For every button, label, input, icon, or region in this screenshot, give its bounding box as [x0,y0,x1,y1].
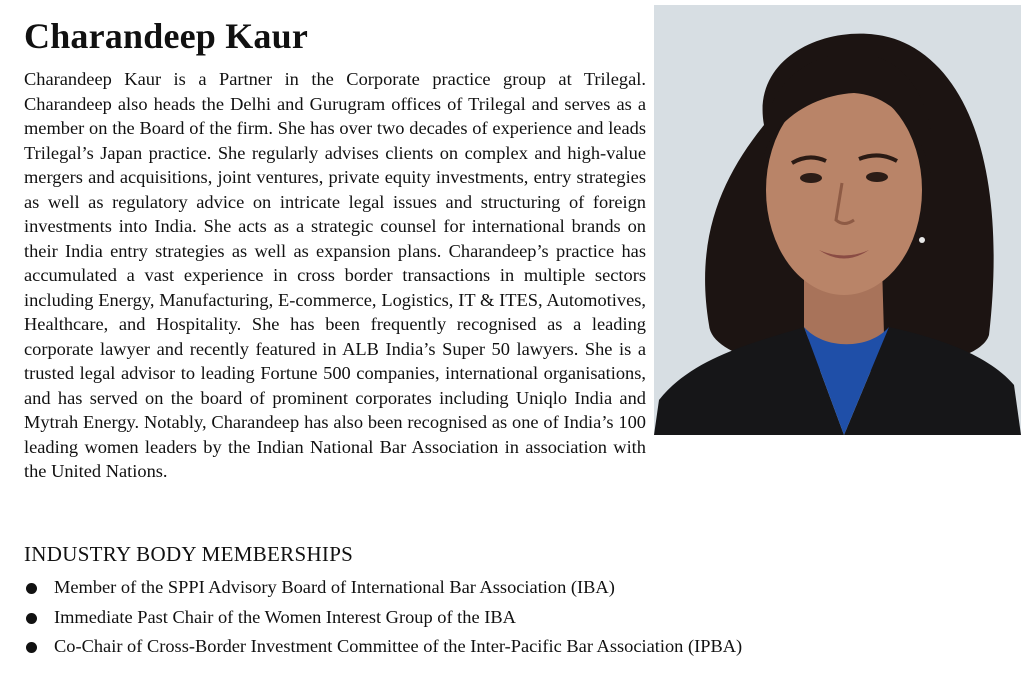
list-item [24,603,742,633]
list-item [24,573,742,603]
membership-text: Co-Chair of Cross-Border Investment Committee of the Inter-Pacific Bar Association (IPBA) [54,636,743,656]
membership-text: Immediate Past Chair of the Women Interest Group of the IBA [54,606,516,627]
bullet-icon [26,583,37,594]
memberships-list [24,573,742,662]
bullet-icon [26,642,37,653]
profile-name: Charandeep Kaur [24,16,309,56]
memberships-heading: INDUSTRY BODY MEMBERSHIPS [24,542,354,566]
list-item [24,632,742,662]
membership-text: Member of the SPPI Advisory Board of International Bar Association (IBA) [54,577,615,597]
bullet-icon [26,613,37,624]
profile-bio: Charandeep Kaur is a Partner in the Corporate practice group at Trilegal. Charandeep also heads the Delhi and Gurugram offices of Trilegal and serves as a member on the Board of the firm. She has over two decades of experience and leads Trilegal’s Japan practice. She regularly advises clients on complex and high-value mergers and acquisitions, joint ventures, private equity investments, entry strategies as well as regulatory advice on intricate legal issues and structuring of foreign investments into India. She acts as a strategic counsel for international brands on their India entry strategies as well as expansion plans. Charandeep’s practice has accumulated a vast experience in cross border transactions in multiple sectors including Energy, Manufacturing, E-commerce, Logistics, IT & ITES, Automotives, Healthcare, and Hospitality. She has been frequently recognised as a leading corporate lawyer and recently featured in ALB India’s Super 50 lawyers. She is a trusted legal advisor to leading Fortune 500 companies, international organisations, and has served on the board of prominent corporates including Uniqlo India and Mytrah Energy. Notably, Charandeep has also been recognised as one of India’s 100 leading women leaders by the Indian National Bar Association in association with the United Nations. [24,69,646,481]
